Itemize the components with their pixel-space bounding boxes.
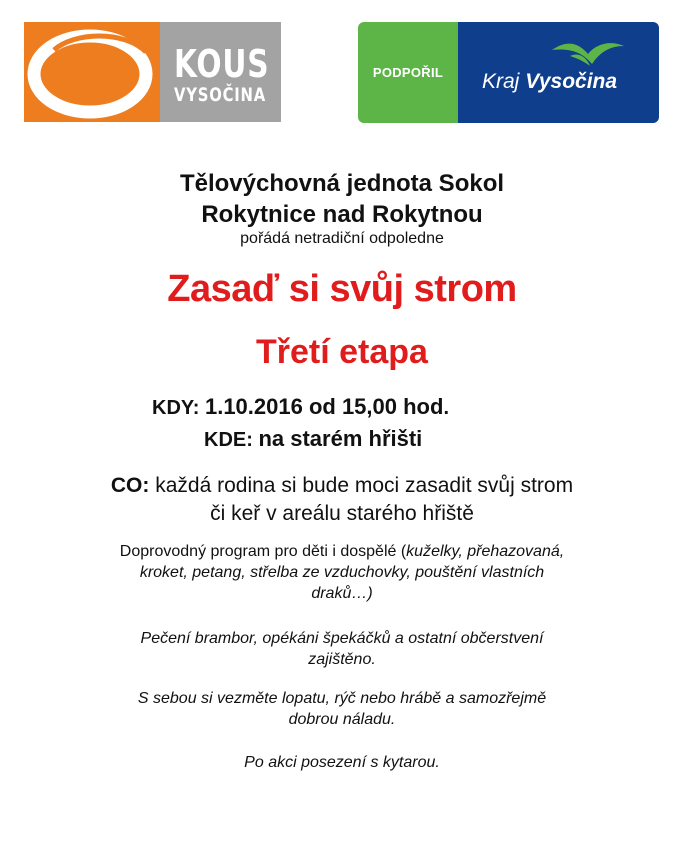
kous-logo-subtitle: VYSOČINA xyxy=(174,84,266,106)
where-label: KDE: xyxy=(204,429,253,451)
after-paragraph: Po akci posezení s kytarou. xyxy=(244,754,440,771)
kraj-name-part1: Kraj xyxy=(482,70,520,93)
food-line2: zajištěno. xyxy=(308,651,376,668)
kraj-name xyxy=(482,70,617,94)
bring-line1: S sebou si vezměte lopatu, rýč nebo hrábě a samozřejmě xyxy=(137,690,547,707)
program-lead: Doprovodný program pro děti i dospělé ( xyxy=(119,543,407,560)
what-line1 xyxy=(0,472,684,500)
when-trail: . xyxy=(443,397,449,419)
kraj-bird-icon xyxy=(548,38,628,72)
kous-orange-panel xyxy=(24,22,160,122)
supported-by-label: PODPOŘIL xyxy=(372,65,444,80)
organizer-line1: Tělovýchovná jednota Sokol xyxy=(179,170,505,197)
when-label: KDY: xyxy=(152,397,200,419)
what-text2: či keř v areálu starého hřiště xyxy=(210,502,474,525)
food-line1: Pečení brambor, opékáni špekáčků a ostatní občerstvení xyxy=(140,630,544,647)
kous-logo-title: KOUS xyxy=(174,42,270,86)
bring-line2: dobrou náladu. xyxy=(288,711,396,728)
kraj-vysocina-logo xyxy=(358,22,659,123)
event-title: Zasaď si svůj strom xyxy=(167,268,517,310)
event-where xyxy=(204,426,422,452)
program-line3: draků…) xyxy=(311,585,373,602)
kous-vysocina-logo xyxy=(24,22,281,122)
organizer-subtitle: pořádá netradiční odpoledne xyxy=(240,230,444,247)
organizer-line2: Rokytnice nad Rokytnou xyxy=(201,201,483,228)
program-line2: kroket, petang, střelba ze vzduchovky, pouštění vlastních xyxy=(139,564,545,581)
kous-ring-icon xyxy=(24,22,160,122)
event-stage: Třetí etapa xyxy=(256,333,428,371)
food-paragraph xyxy=(0,628,684,670)
program-line1 xyxy=(0,541,684,562)
program-items: kuželky, přehazovaná, xyxy=(406,543,565,560)
when-value: 1.10.2016 od 15,00 hod xyxy=(204,394,444,419)
what-text1: každá rodina si bude moci zasadit svůj strom xyxy=(155,474,574,497)
kraj-name-part2: Vysočina xyxy=(525,70,618,93)
organizer-heading xyxy=(0,168,684,230)
bring-paragraph xyxy=(0,688,684,730)
event-what xyxy=(0,472,684,528)
what-label: CO: xyxy=(110,474,150,497)
event-when xyxy=(152,394,449,420)
program-paragraph xyxy=(0,541,684,604)
where-value: na starém hřišti xyxy=(258,426,423,451)
